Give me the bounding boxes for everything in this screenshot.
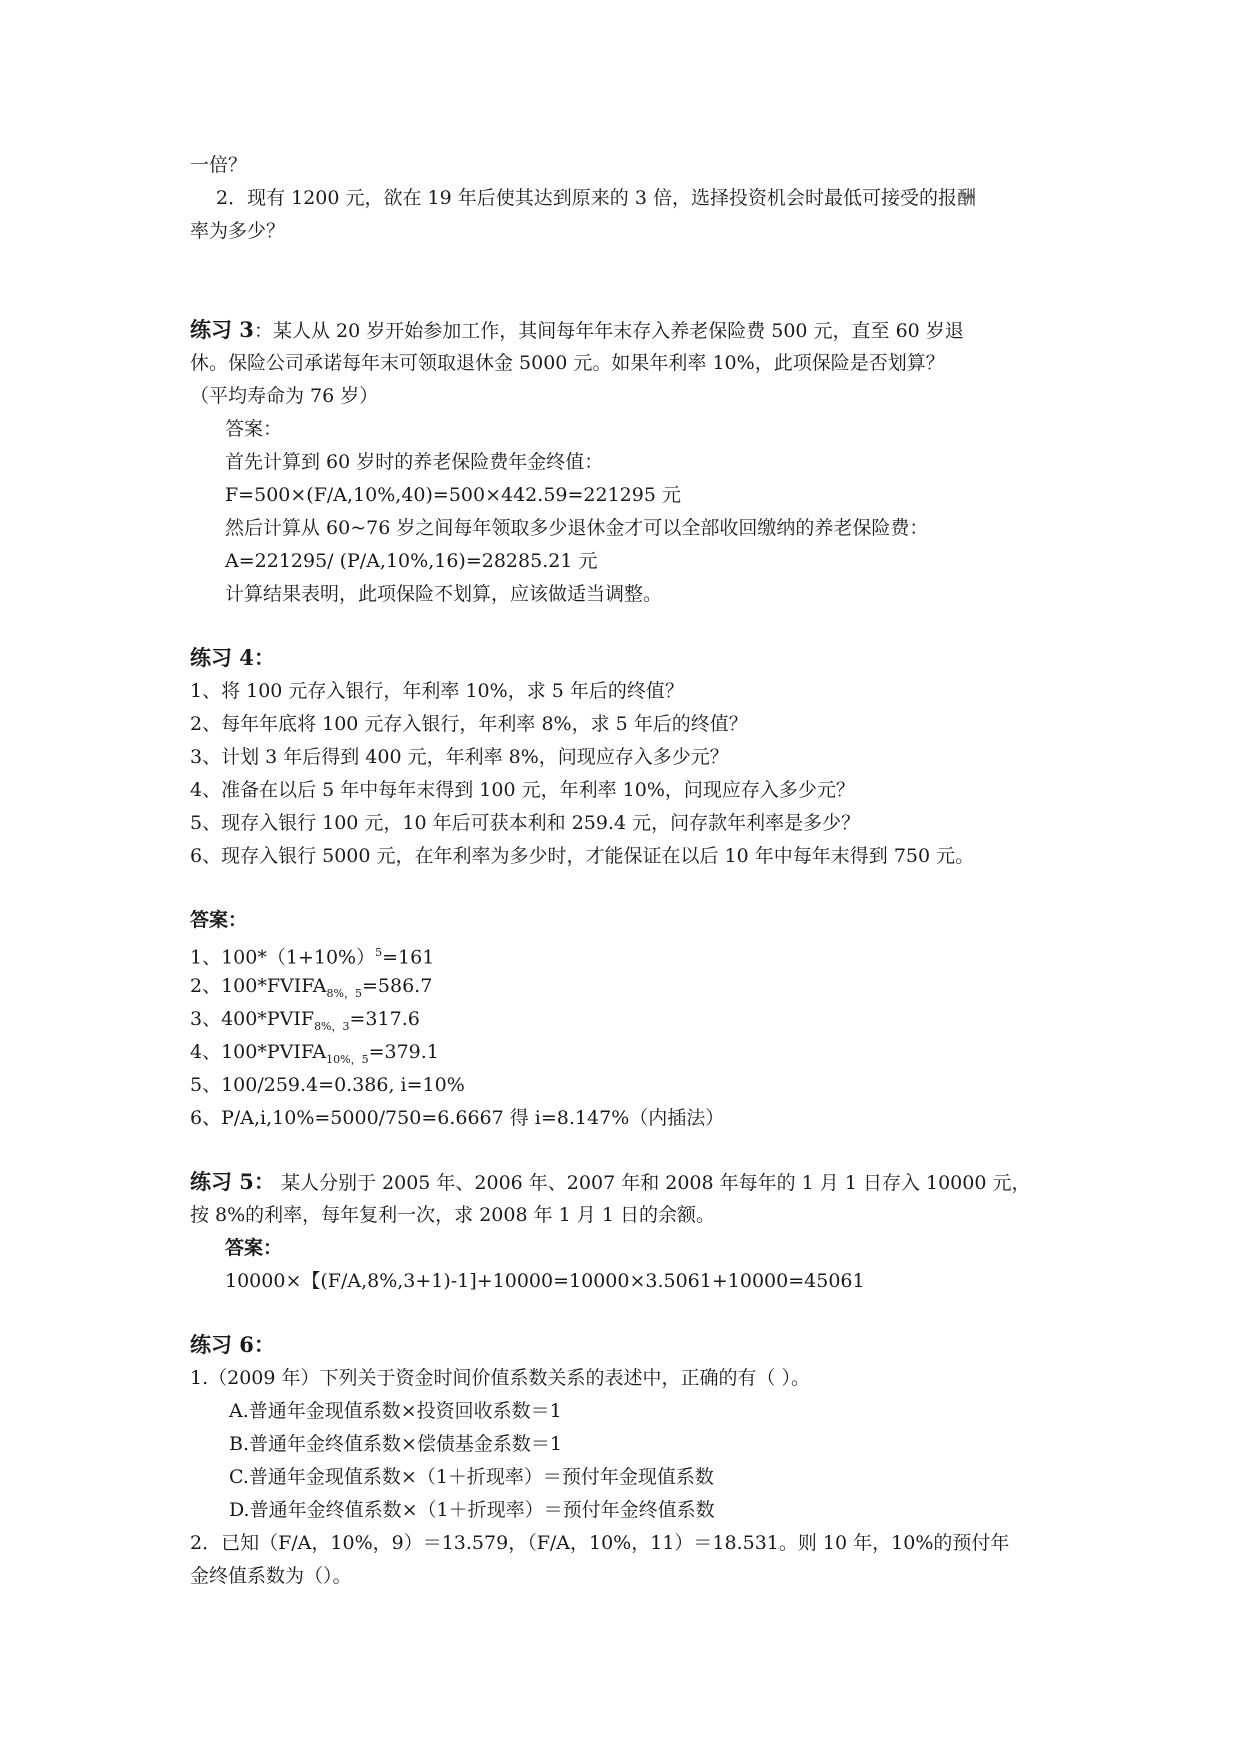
exercise-5-heading: 练习 5： — [190, 1169, 275, 1194]
answer-1-exponent: 5 — [375, 946, 383, 959]
answer-4-subscript: 10%，5 — [326, 1052, 369, 1066]
exercise-3-answer-label: 答案： — [225, 418, 283, 440]
exercise-6-question-2-cont: 金终值系数为（）。 — [190, 1565, 352, 1587]
exercise-6-heading: 练习 6： — [190, 1332, 275, 1357]
answer-2-subscript: 8%，5 — [326, 986, 362, 1000]
exercise-4-item: 1、将 100 元存入银行，年利率 10%，求 5 年后的终值？ — [190, 680, 684, 702]
exercise-6-option: C.普通年金现值系数×（1＋折现率）＝预付年金现值系数 — [229, 1466, 714, 1488]
intro-question-2-cont: 率为多少？ — [190, 220, 286, 242]
answers-heading: 答案： — [190, 909, 248, 931]
answer-3-main: 3、400*PVIF — [190, 1008, 315, 1030]
intro-line-1: 一倍？ — [190, 154, 248, 176]
exercise-6-question-1: 1.（2009 年）下列关于资金时间价值系数关系的表述中，正确的有（ ）。 — [190, 1367, 811, 1389]
exercise-3-line-1 — [190, 317, 964, 344]
exercise-3-answer-2: F=500×(F/A,10%,40)=500×442.59=221295 元 — [225, 484, 681, 506]
exercise-5-text: 某人分别于 2005 年、2006 年、2007 年和 2008 年每年的 1 月 1 日存入 10000 元， — [274, 1172, 1031, 1194]
exercise-5-answer-formula: 10000×【(F/A,8%,3+1)-1]+10000=10000×3.5061+10000=45061 — [225, 1270, 865, 1292]
answer-4-main: 4、100*PVIFA — [190, 1041, 327, 1063]
exercise-4-item: 4、准备在以后 5 年中每年末得到 100 元，年利率 10%，问现应存入多少元？ — [190, 779, 855, 801]
answer-2 — [190, 973, 432, 1007]
exercise-4-item: 2、每年年底将 100 元存入银行，年利率 8%，求 5 年后的终值？ — [190, 713, 748, 735]
answer-4-result: =379.1 — [368, 1041, 439, 1063]
exercise-6-option: D.普通年金终值系数×（1＋折现率）＝预付年金终值系数 — [229, 1499, 715, 1521]
exercise-3-answer-3: 然后计算从 60~76 岁之间每年领取多少退休金才可以全部收回缴纳的养老保险费： — [225, 517, 929, 539]
exercise-4-item: 5、现存入银行 100 元，10 年后可获本利和 259.4 元，问存款年利率是多少？ — [190, 812, 861, 834]
answer-2-result: =586.7 — [361, 975, 433, 997]
exercise-3-line-3: （平均寿命为 76 岁） — [190, 385, 379, 407]
answer-3-result: =317.6 — [349, 1008, 420, 1030]
exercise-6-option: B.普通年金终值系数×偿债基金系数＝1 — [229, 1433, 563, 1455]
exercise-6-option: A.普通年金现值系数×投资回收系数＝1 — [229, 1400, 562, 1422]
exercise-5-answer-label: 答案： — [225, 1237, 283, 1259]
answer-3 — [190, 1006, 420, 1040]
exercise-5-line-1 — [190, 1169, 1031, 1196]
exercise-6-question-2: 2．已知（F/A，10%，9）＝13.579，（F/A，10%，11）＝18.531。则 10 年，10%的预付年 — [190, 1532, 1010, 1554]
exercise-3-answer-4: A=221295/ (P/A,10%,16)=28285.21 元 — [225, 550, 598, 572]
exercise-3-answer-1: 首先计算到 60 岁时的养老保险费年金终值： — [225, 451, 604, 473]
answer-2-main: 2、100*FVIFA — [190, 975, 327, 997]
exercise-4-item: 3、计划 3 年后得到 400 元，年利率 8%，问现应存入多少元？ — [190, 746, 729, 768]
answer-1-result: =161 — [382, 946, 435, 969]
exercise-3-line-2: 休。保险公司承诺每年末可领取退休金 5000 元。如果年利率 10%，此项保险是否划算？ — [190, 352, 945, 374]
answer-6: 6、P/A,i,10%=5000/750=6.6667 得 i=8.147%（内插法） — [190, 1107, 725, 1129]
exercise-3-answer-5: 计算结果表明，此项保险不划算，应该做适当调整。 — [225, 583, 663, 605]
exercise-4-heading: 练习 4： — [190, 645, 275, 670]
answer-1-main: 1、100*（1+10%） — [190, 946, 376, 969]
exercise-5-line-2: 按 8%的利率，每年复利一次，求 2008 年 1 月 1 日的余额。 — [190, 1204, 715, 1226]
answer-1 — [190, 940, 434, 970]
exercise-3-heading: 练习 3 — [190, 317, 254, 342]
answer-3-subscript: 8%，3 — [314, 1019, 350, 1033]
answer-4 — [190, 1039, 439, 1073]
intro-question-2: 2．现有 1200 元，欲在 19 年后使其达到原来的 3 倍，选择投资机会时最低可接受的报酬 — [216, 187, 976, 209]
exercise-4-item: 6、现存入银行 5000 元，在年利率为多少时，才能保证在以后 10 年中每年末得到 750 元。 — [190, 845, 975, 867]
answer-5: 5、100/259.4=0.386, i=10% — [190, 1074, 465, 1096]
exercise-3-text: ：某人从 20 岁开始参加工作，其间每年年末存入养老保险费 500 元，直至 60 岁退 — [253, 320, 964, 342]
